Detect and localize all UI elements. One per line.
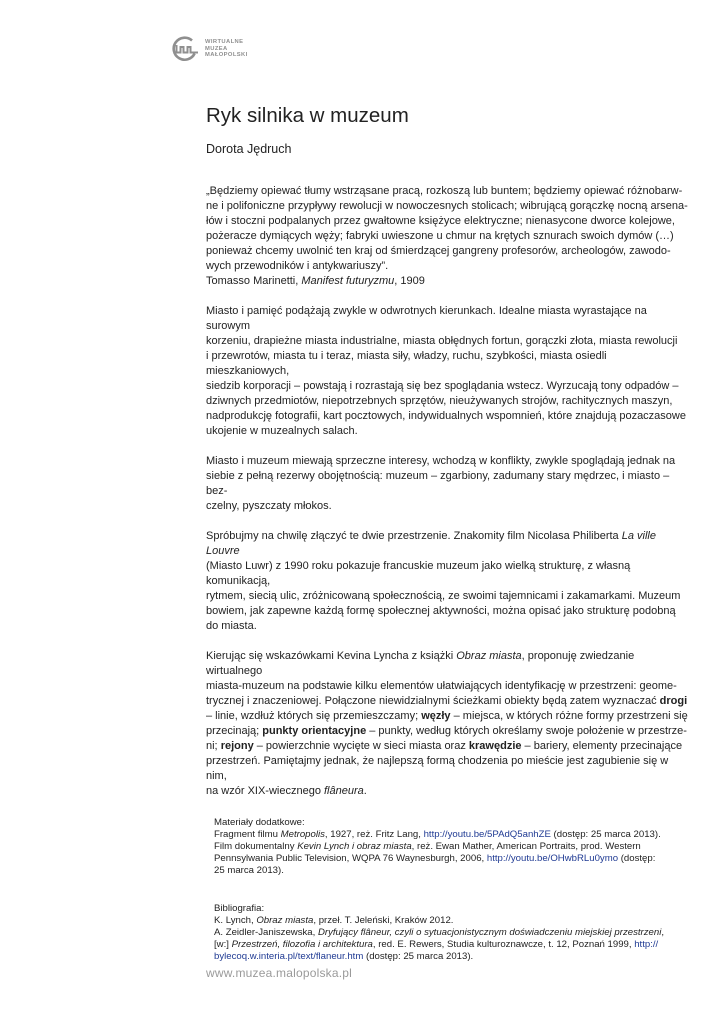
text-line: ne i polifoniczne przypływy rewolucji w nowoczesnych stolicach; wibrującą gorączkę nocną arsena-: [206, 200, 688, 212]
quote-work: Manifest futuryzmu: [301, 275, 395, 287]
quote-year: , 1909: [394, 275, 425, 287]
text-line: – punkty, według których określamy swoje położenie w przestrze-: [366, 725, 687, 737]
text-line: miasta-muzeum na podstawie kilku elementów ułatwiających identyfikację w przestrzeni: geome-: [206, 680, 677, 692]
text-line: wych przewodników i antykwariuszy”.: [206, 260, 389, 272]
text-line: – bariery, elementy przecinające: [521, 740, 683, 752]
text-line: korzeniu, drapieżne miasta industrialne, miasta obłędnych fortun, gorączki złota, miasta rewolucji: [206, 335, 678, 347]
text-line: – powierzchnie wycięte w sieci miasta oraz: [253, 740, 469, 752]
text-line: Miasto i pamięć podążają zwykle w odwrotnych kierunkach. Idealne miasta wyrastające na surowym: [206, 305, 647, 332]
text-line: pożeracze dymiących węży; fabryki uwieszone u chmur na krętych sznurach swoich dymów (…): [206, 230, 674, 242]
section-heading: Materiały dodatkowe:: [214, 817, 305, 828]
text-line: – linie, wzdłuż których się przemieszczamy;: [206, 710, 422, 722]
term-rejony: rejony: [220, 740, 254, 752]
text-line: i przewrotów, miasta tu i teraz, miasta siły, władzy, ruchu, szybkości, miasta osiedli mieszkaniowych,: [206, 350, 607, 377]
text-line: Miasto i muzeum miewają sprzeczne interesy, wchodzą w konflikty, zwykle spoglądają jednak na: [206, 455, 676, 467]
bibliography-item: A. Zeidler-Janiszewska, Dryfujący flâneur, czyli o sytuacjonistycznym doświadczeniu miejskiej przestrzeni, [w:] Przestrzeń, filozofia i architektura, red. E. Rewers, Studia kulturoznawcze, t. 12, Poznań 1999, http:// bylecoq.w.interia.pl/text/flaneur.htm (dostęp: 25 marca 2013).: [214, 927, 665, 962]
bibliography: [214, 903, 692, 963]
text-line: – miejsca, w których różne formy przestrzeni się: [450, 710, 688, 722]
page-title: Ryk silnika w muzeum: [206, 104, 409, 127]
text-line: Spróbujmy na chwilę złączyć te dwie przestrzenie. Znakomity film Nicolasa Philiberta: [206, 530, 622, 542]
term-drogi: drogi: [659, 695, 688, 707]
text-line: rytmem, siecią ulic, zróżnicowaną społecznością, ze swoimi tajemnicami i zakamarkami. Muzeum: [206, 590, 681, 602]
text-line: łów i stoczni podpalanych przez gwałtowne księżyce elektryczne; nienasycone dworce kolejowe,: [206, 215, 675, 227]
paragraph-1: [206, 304, 692, 439]
youtube-link[interactable]: http://youtu.be/OHwbRLu0ymo: [486, 853, 619, 864]
text-line: czelny, pyszczaty młokos.: [206, 500, 332, 512]
quote-attribution: Tomasso Marinetti,: [206, 275, 302, 287]
film-title: La ville Louvre: [206, 530, 656, 557]
flaneur-term: flâneura: [324, 785, 364, 797]
youtube-link[interactable]: http://youtu.be/5PAdQ5anhZE: [423, 829, 551, 840]
text-line: „Będziemy opiewać tłumy wstrząsane pracą, rozkoszą lub buntem; będziemy opiewać różnobarw-: [206, 185, 683, 197]
text-line: dziwnych przedmiotów, niepotrzebnych sprzętów, nieużywanych strojów, rachitycznych maszyn,: [206, 395, 673, 407]
text-line: trycznej i znaczeniowej. Połączone niewidzialnymi ścieżkami obiekty będą zatem wyznaczać: [206, 695, 660, 707]
additional-materials: [214, 817, 692, 877]
term-wezly: węzły: [421, 710, 451, 722]
text-line: Kierując się wskazówkami Kevina Lyncha z książki: [206, 650, 457, 662]
term-punkty: punkty orientacyjne: [262, 725, 367, 737]
paragraph-4: [206, 649, 692, 799]
term-krawedzie: krawędzie: [468, 740, 522, 752]
text-line: bowiem, jak zapewne każdą formę społecznej aktywności, można opisać jako strukturę podobną: [206, 605, 676, 617]
text-line: (Miasto Luwr) z 1990 roku pokazuje francuskie muzeum jako wielką strukturę, z własną komunikacją,: [206, 560, 631, 587]
author: Dorota Jędruch: [206, 142, 292, 156]
text-line: , proponuję zwiedzanie wirtualnego: [206, 650, 635, 677]
quote: [206, 184, 692, 289]
flaneur-link[interactable]: http:// bylecoq.w.interia.pl/text/flaneur.htm: [214, 939, 659, 962]
text-line: przestrzeń. Pamiętajmy jednak, że najlepszą formą chodzenia po mieście jest zagubienie się w nim,: [206, 755, 669, 782]
material-item: Film dokumentalny Kevin Lynch i obraz miasta, reż. Ewan Mather, American Portraits, prod. Western Pennsylwania Public Television, WQPA 76 Waynesburgh, 2006, http://youtu.be/OHwbRLu0ymo (dostęp: 25 marca 2013).: [214, 841, 656, 876]
footer-url[interactable]: www.muzea.malopolska.pl: [206, 966, 352, 980]
wmm-logo-icon: [170, 36, 200, 62]
text-line: siedzib korporacji – powstają i rozrastają się bez spoglądania wstecz. Wyrzucają tony odpadów –: [206, 380, 679, 392]
text-line: siebie z pełną rezerwy obojętnością: muzeum – zgarbiony, zadumany stary mędrzec, i miasto – bez-: [206, 470, 670, 497]
paragraph-2: [206, 454, 692, 514]
logo-line: MUZEA: [205, 45, 228, 52]
text-line: .: [363, 785, 367, 797]
text-line: ni;: [206, 740, 221, 752]
logo-text: [205, 39, 248, 58]
logo: [170, 36, 248, 62]
article: [206, 100, 692, 963]
section-heading: Bibliografia:: [214, 903, 265, 914]
book-title: Obraz miasta: [456, 650, 522, 662]
text-line: ponieważ chcemy uwolnić ten kraj od śmierdzącej gangreny profesorów, archeologów, zawodo-: [206, 245, 671, 257]
text-line: na wzór XIX-wiecznego: [206, 785, 324, 797]
logo-line: MAŁOPOLSKI: [205, 52, 248, 59]
bibliography-item: K. Lynch, Obraz miasta, przeł. T. Jeleński, Kraków 2012.: [214, 915, 454, 926]
material-item: Fragment filmu Metropolis, 1927, reż. Fritz Lang, http://youtu.be/5PAdQ5anhZE (dostęp: 25 marca 2013).: [214, 829, 661, 840]
text-line: przecinają;: [206, 725, 263, 737]
logo-line: WIRTUALNE: [205, 39, 244, 46]
text-line: do miasta.: [206, 620, 257, 632]
text-line: ukojenie w muzealnych salach.: [206, 425, 358, 437]
paragraph-3: [206, 529, 692, 634]
text-line: nadprodukcję fotografii, kart pocztowych, indywidualnych wspomnień, które znajdują pozaczasowe: [206, 410, 686, 422]
